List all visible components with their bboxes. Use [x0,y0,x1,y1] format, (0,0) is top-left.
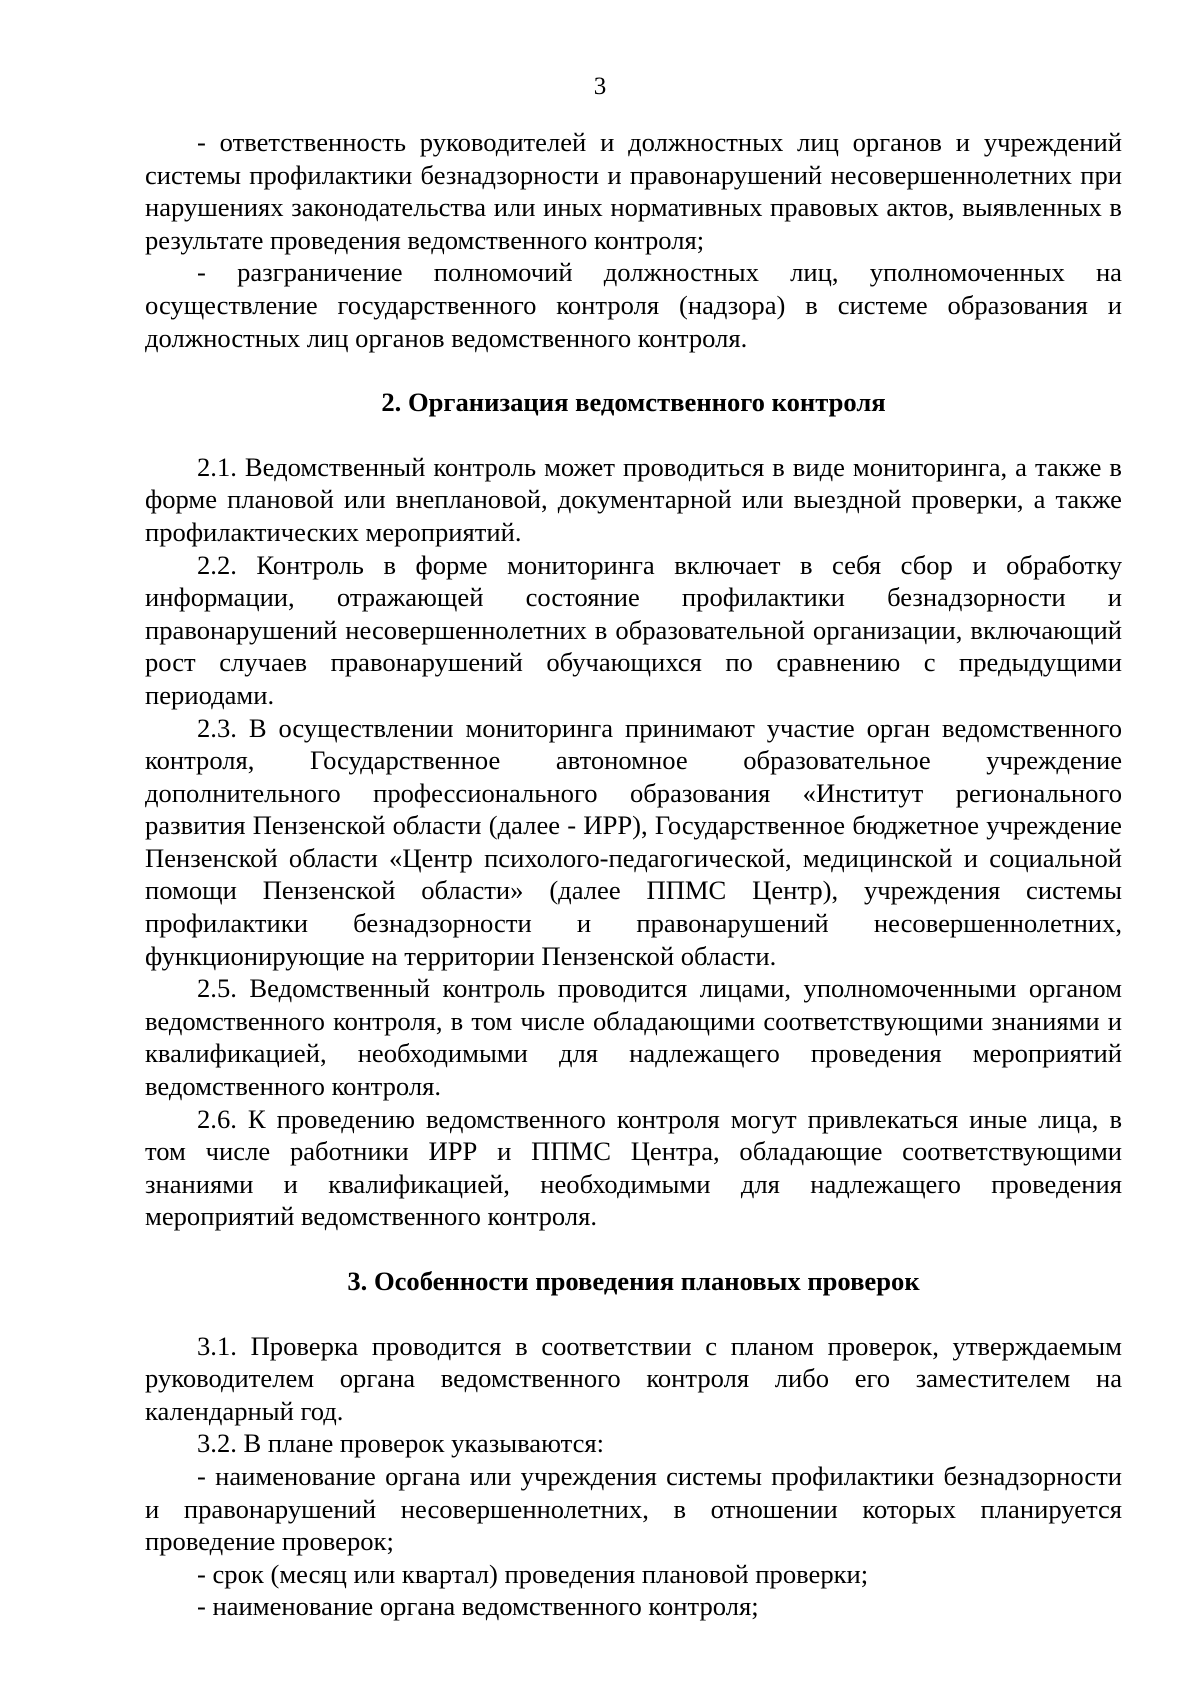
page-number: 3 [593,73,607,100]
paragraph: 2.6. К проведению ведомственного контроля могут привлекаться иные лица, в том числе работники ИРР и ППМС Центра, обладающие соответствующими знаниями и квалификацией, необходимыми для надлежащего проведения мероприятий ведомственного контроля. [145,1103,1122,1232]
section-heading: 3. Особенности проведения плановых проверок [347,1266,920,1296]
list-item: - наименование органа ведомственного контроля; [197,1591,759,1622]
section-heading: 2. Организация ведомственного контроля [381,387,886,418]
list-item: - разграничение полномочий должностных лиц, уполномоченных на осуществление государственного контроля (надзора) в системе образования и должностных лиц органов ведомственного контроля. [145,257,1122,353]
paragraph: 2.5. Ведомственный контроль проводится лицами, уполномоченными органом ведомственного контроля, в том числе обладающими соответствующими знаниями и квалификацией, необходимыми для надлежащего проведения мероприятий ведомственного контроля. [145,973,1122,1102]
document-body [145,126,1122,1623]
paragraph: 3.2. В плане проверок указываются: [197,1428,604,1459]
paragraph: 3.1. Проверка проводится в соответствии с планом проверок, утверждаемым руководителем органа ведомственного контроля либо его заместителем на календарный год. [145,1330,1122,1426]
list-item: - срок (месяц или квартал) проведения плановой проверки; [197,1558,869,1589]
paragraph: 2.1. Ведомственный контроль может проводиться в виде мониторинга, а также в форме плановой или внеплановой, документарной или выездной проверки, а также профилактических мероприятий. [145,451,1122,547]
paragraph: 2.2. Контроль в форме мониторинга включает в себя сбор и обработку информации, отражающей состояние профилактики безнадзорности и правонарушений несовершеннолетних в образовательной организации, включающий рост случаев правонарушений обучающихся по сравнению с предыдущими периодами. [145,549,1122,710]
paragraph: 2.3. В осуществлении мониторинга принимают участие орган ведомственного контроля, Государственное автономное образовательное учреждение дополнительного профессионального образования «Институт регионального развития Пензенской области (далее - ИРР), Государственное бюджетное учреждение Пензенской области «Центр психолого-педагогической, медицинской и социальной помощи Пензенской области» (далее ППМС Центр), учреждения системы профилактики безнадзорности и правонарушений несовершеннолетних, функционирующие на территории Пензенской области. [145,712,1122,971]
list-item: - наименование органа или учреждения системы профилактики безнадзорности и правонарушений несовершеннолетних, в отношении которых планируется проведение проверок; [145,1460,1122,1557]
list-item: - ответственность руководителей и должностных лиц органов и учреждений системы профилактики безнадзорности и правонарушений несовершеннолетних при нарушениях законодательства или иных нормативных правовых актов, выявленных в результате проведения ведомственного контроля; [145,127,1122,255]
